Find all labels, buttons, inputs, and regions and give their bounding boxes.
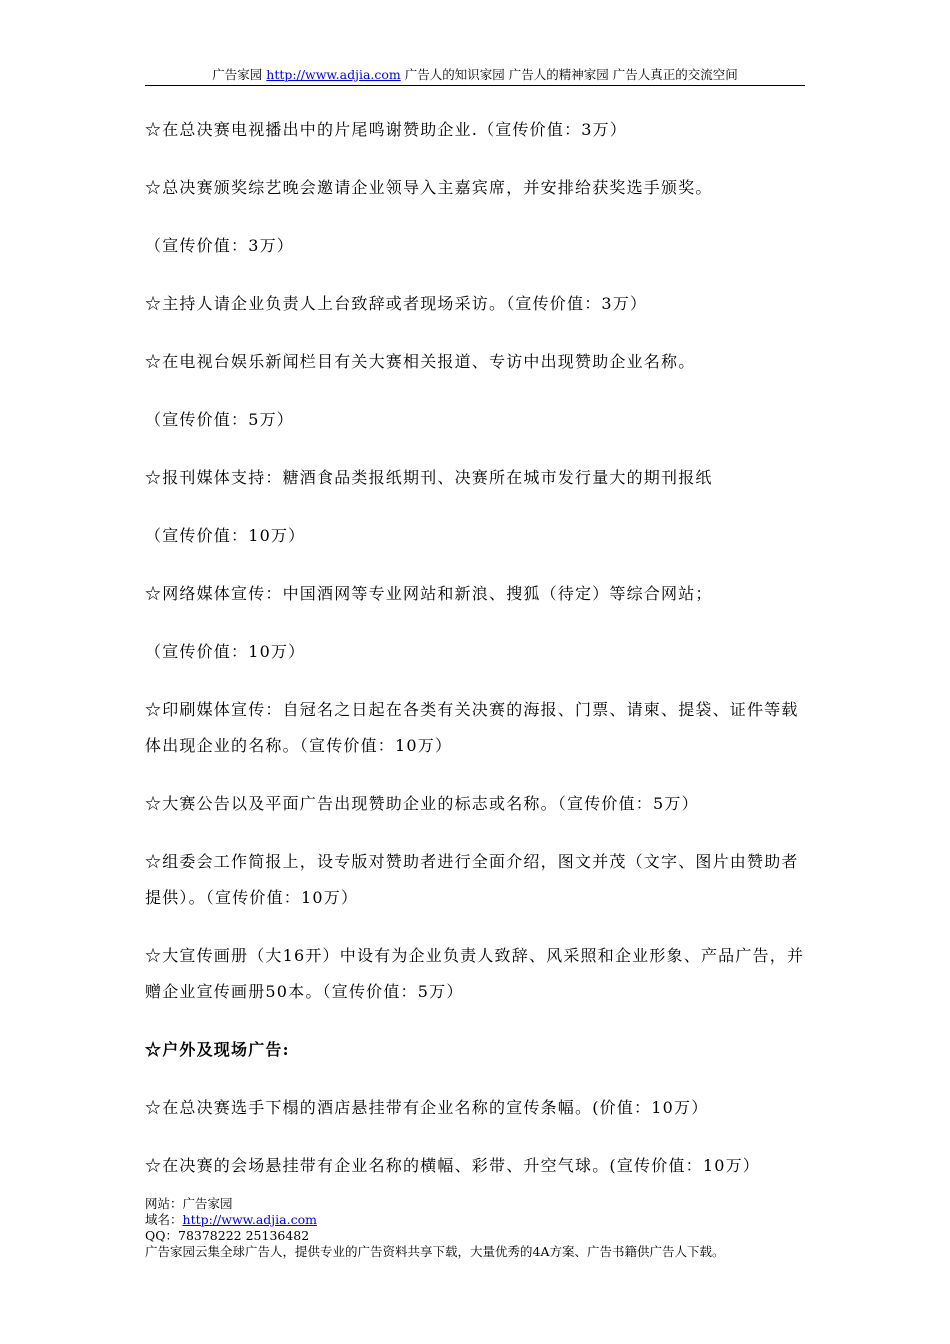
footer-domain-label: 域名： xyxy=(145,1212,183,1227)
paragraph: ☆印刷媒体宣传：自冠名之日起在各类有关决赛的海报、门票、请柬、提袋、证件等载体出现企业的名称。（宣传价值：10万） xyxy=(145,700,799,755)
section-heading: ☆户外及现场广告: xyxy=(145,1040,290,1059)
page-footer xyxy=(145,1196,807,1260)
header-url-link[interactable]: http://www.adjia.com xyxy=(266,67,401,82)
paragraph: ☆报刊媒体支持：糖酒食品类报纸期刊、决赛所在城市发行量大的期刊报纸 xyxy=(145,468,713,487)
paragraph: ☆在电视台娱乐新闻栏目有关大赛相关报道、专访中出现赞助企业名称。 xyxy=(145,352,696,371)
paragraph: ☆在总决赛电视播出中的片尾鸣谢赞助企业.（宣传价值：3万） xyxy=(145,120,628,139)
paragraph: ☆大宣传画册（大16开）中设有为企业负责人致辞、风采照和企业形象、产品广告，并赠企业宣传画册50本。（宣传价值：5万） xyxy=(145,946,805,1001)
footer-domain-link[interactable]: http://www.adjia.com xyxy=(182,1212,317,1227)
paragraph: ☆大赛公告以及平面广告出现赞助企业的标志或名称。（宣传价值：5万） xyxy=(145,794,699,813)
footer-site: 网站：广告家园 xyxy=(145,1196,233,1211)
footer-description: 广告家园云集全球广告人，提供专业的广告资料共享下载，大量优秀的4A方案、广告书籍供广告人下载。 xyxy=(145,1244,725,1259)
paragraph: （宣传价值：5万） xyxy=(145,410,294,429)
paragraph: ☆在决赛的会场悬挂带有企业名称的横幅、彩带、升空气球。(宣传价值：10万） xyxy=(145,1156,761,1175)
paragraph: （宣传价值：10万） xyxy=(145,642,306,661)
paragraph: ☆主持人请企业负责人上台致辞或者现场采访。（宣传价值：3万） xyxy=(145,294,648,313)
paragraph: （宣传价值：10万） xyxy=(145,526,306,545)
footer-domain xyxy=(145,1212,807,1228)
paragraph: ☆总决赛颁奖综艺晚会邀请企业领导入主嘉宾席，并安排给获奖选手颁奖。 xyxy=(145,178,713,197)
header-site-name: 广告家园 xyxy=(212,67,263,82)
paragraph: ☆在总决赛选手下榻的酒店悬挂带有企业名称的宣传条幅。(价值：10万） xyxy=(145,1098,709,1117)
paragraph: ☆网络媒体宣传：中国酒网等专业网站和新浪、搜狐（待定）等综合网站； xyxy=(145,584,713,603)
paragraph: （宣传价值：3万） xyxy=(145,236,294,255)
footer-qq: QQ：78378222 25136482 xyxy=(145,1228,310,1243)
paragraph: ☆组委会工作简报上，设专版对赞助者进行全面介绍，图文并茂（文字、图片由赞助者提供）。（宣传价值：10万） xyxy=(145,852,799,907)
document-body xyxy=(145,112,807,1184)
page-header xyxy=(145,66,805,86)
header-tagline: 广告人的知识家园 广告人的精神家园 广告人真正的交流空间 xyxy=(404,67,738,82)
